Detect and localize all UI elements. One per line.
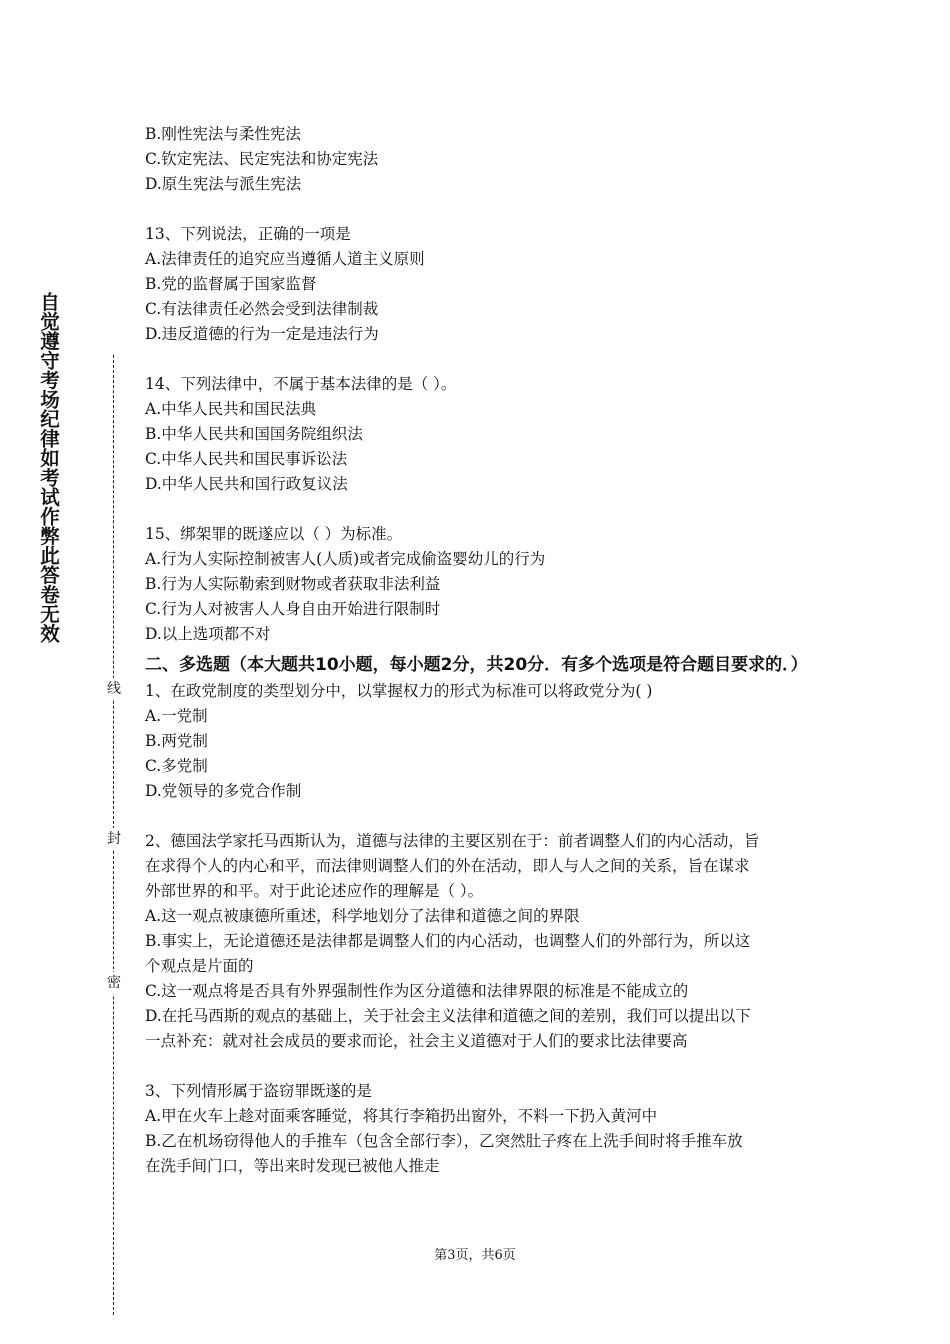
option-a: A.行为人实际控制被害人(人质)或者完成偷盗婴幼儿的行为 <box>145 550 546 568</box>
question-stem-line: 2、德国法学家托马西斯认为，道德与法律的主要区别在于：前者调整人们的内心活动，旨 <box>145 832 760 850</box>
option-a: A.一党制 <box>145 707 208 725</box>
question-stem: 1、在政党制度的类型划分中，以掌握权力的形式为标准可以将政党分为( ) <box>145 682 653 700</box>
question-stem-line: 在求得个人的内心和平，而法律则调整人们的外在活动，即人与人之间的关系，旨在谋求 <box>145 857 750 875</box>
option-d: D.原生宪法与派生宪法 <box>145 175 302 193</box>
option-a: A.甲在火车上趁对面乘客睡觉，将其行李箱扔出窗外，不料一下扔入黄河中 <box>145 1107 658 1125</box>
binding-secret-label: 密 <box>106 972 122 994</box>
option-a: A.中华人民共和国民法典 <box>145 400 317 418</box>
option-d: D.党领导的多党合作制 <box>145 782 302 800</box>
binding-seal-label: 封 <box>106 828 122 850</box>
option-c: C.有法律责任必然会受到法律制裁 <box>145 300 379 318</box>
option-b: B.两党制 <box>145 732 208 750</box>
question-stem-line: 外部世界的和平。对于此论述应作的理解是（ ）。 <box>145 882 484 900</box>
option-c: C.多党制 <box>145 757 208 775</box>
option-b: B.党的监督属于国家监督 <box>145 275 317 293</box>
question-stem: 15、绑架罪的既遂应以（ ）为标准。 <box>145 525 403 543</box>
option-c: C.行为人对被害人人身自由开始进行限制时 <box>145 600 441 618</box>
option-a: A.法律责任的追究应当遵循人道主义原则 <box>145 250 425 268</box>
section-title-multiple-choice: 二、多选题（本大题共10小题，每小题2分，共20分．有多个选项是符合题目要求的．） <box>145 655 808 675</box>
option-d: D.以上选项都不对 <box>145 625 271 643</box>
binding-line-label: 线 <box>106 678 122 700</box>
option-c: C.中华人民共和国民事诉讼法 <box>145 450 348 468</box>
option-b-line: 在洗手间门口，等出来时发现已被他人推走 <box>145 1157 440 1175</box>
question-content <box>145 122 815 1179</box>
question-13 <box>145 222 815 347</box>
question-stem: 13、下列说法，正确的一项是 <box>145 225 351 243</box>
page-number: 第3页，共6页 <box>434 1248 516 1263</box>
option-b-line: 个观点是片面的 <box>145 957 254 975</box>
option-b-line: B.乙在机场窃得他人的手推车（包含全部行李），乙突然肚子疼在上洗手间时将手推车放 <box>145 1132 743 1150</box>
option-b: B.刚性宪法与柔性宪法 <box>145 125 301 143</box>
option-c: C.这一观点将是否具有外界强制性作为区分道德和法律界限的标准是不能成立的 <box>145 982 689 1000</box>
option-b: B.行为人实际勒索到财物或者获取非法利益 <box>145 575 441 593</box>
option-d: D.中华人民共和国行政复议法 <box>145 475 348 493</box>
exam-warning-vertical: 自觉遵守考场纪律如考试作弊此答卷无效 <box>37 292 60 643</box>
option-b: B.中华人民共和国国务院组织法 <box>145 425 363 443</box>
question-14 <box>145 372 815 497</box>
question-stem: 14、下列法律中，不属于基本法律的是（ ）。 <box>145 375 457 393</box>
option-c: C.钦定宪法、民定宪法和协定宪法 <box>145 150 379 168</box>
question-15 <box>145 522 815 647</box>
multi-question-1 <box>145 679 815 804</box>
option-d-line: D.在托马西斯的观点的基础上，关于社会主义法律和道德之间的差别，我们可以提出以下 <box>145 1007 751 1025</box>
option-d-line: 一点补充：就对社会成员的要求而论，社会主义道德对于人们的要求比法律要高 <box>145 1032 688 1050</box>
option-a: A.这一观点被康德所重述，科学地划分了法律和道德之间的界限 <box>145 907 580 925</box>
option-d: D.违反道德的行为一定是违法行为 <box>145 325 379 343</box>
multi-question-2 <box>145 829 815 1054</box>
question-12-options <box>145 122 815 197</box>
option-b-line: B.事实上，无论道德还是法律都是调整人们的内心活动，也调整人们的外部行为，所以这 <box>145 932 751 950</box>
question-stem: 3、下列情形属于盗窃罪既遂的是 <box>145 1082 372 1100</box>
multi-question-3 <box>145 1079 815 1179</box>
